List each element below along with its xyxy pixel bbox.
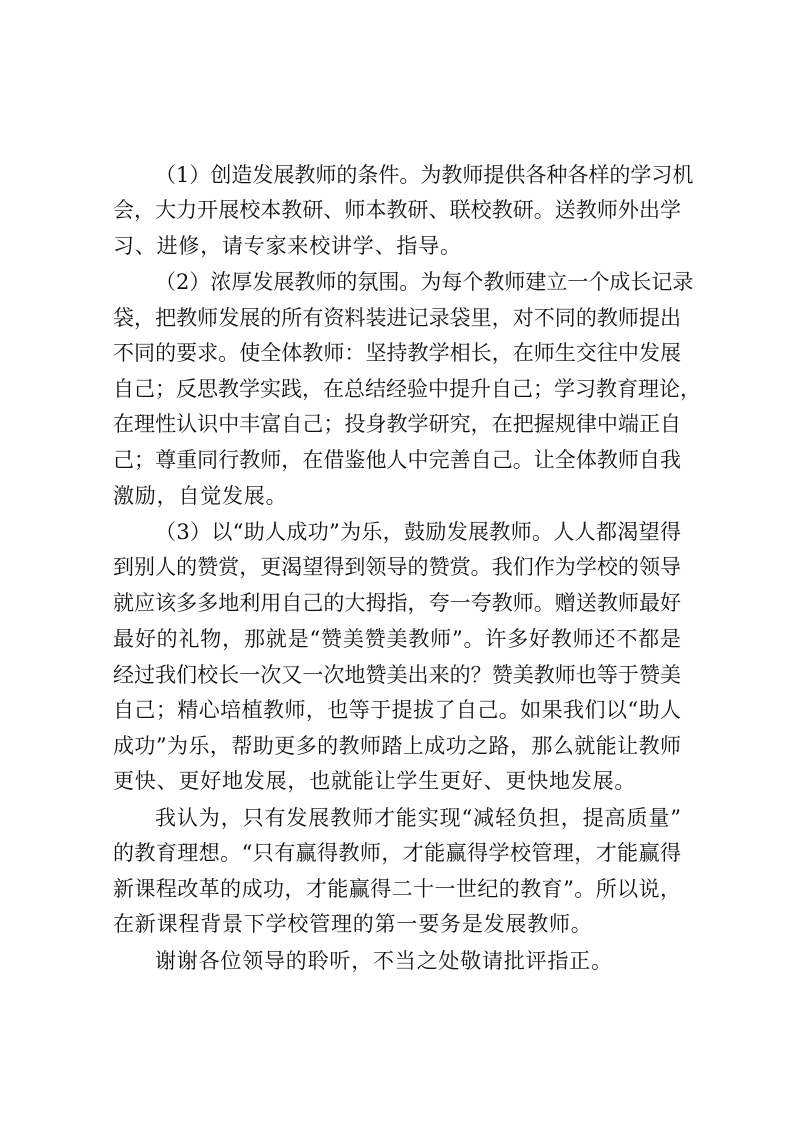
paragraph-2-line: （2）浓厚发展教师的氛围。为每个教师建立一个成长记录 bbox=[155, 270, 694, 294]
closing-remark: 谢谢各位领导的聆听，不当之处敬请批评指正。 bbox=[155, 949, 613, 973]
paragraph-3-line: 成功”为乐，帮助更多的教师踏上成功之路，那么就能让教师 bbox=[113, 734, 681, 758]
paragraph-2-line: 自己；反思教学实践，在总结经验中提升自己；学习教育理论， bbox=[113, 377, 701, 401]
paragraph-1-line: （1）创造发展教师的条件。为教师提供各种各样的学习机 bbox=[155, 163, 694, 187]
paragraph-1-line: 会，大力开展校本教研、师本教研、联校教研。送教师外出学 bbox=[113, 198, 681, 222]
paragraph-3-line: 最好的礼物，那就是“赞美赞美教师”。许多好教师还不都是 bbox=[113, 627, 681, 651]
paragraph-4-line: 的教育理想。“只有赢得教师，才能赢得学校管理，才能赢得 bbox=[113, 841, 681, 865]
paragraph-2-line: 在理性认识中丰富自己；投身教学研究，在把握规律中端正自 bbox=[113, 412, 681, 436]
paragraph-4-line: 我认为，只有发展教师才能实现“减轻负担，提高质量” bbox=[155, 806, 681, 830]
paragraph-2-line: 袋，把教师发展的所有资料装进记录袋里，对不同的教师提出 bbox=[113, 306, 681, 330]
paragraph-1-line: 习、进修，请专家来校讲学、指导。 bbox=[113, 234, 462, 258]
paragraph-4-line: 新课程改革的成功，才能赢得二十一世纪的教育”。所以说， bbox=[113, 877, 681, 901]
paragraph-2-line: 己；尊重同行教师，在借鉴他人中完善自己。让全体教师自我 bbox=[113, 448, 681, 472]
paragraph-3-line: 经过我们校长一次又一次地赞美出来的？赞美教师也等于赞美 bbox=[113, 663, 681, 687]
paragraph-4-line: 在新课程背景下学校管理的第一要务是发展教师。 bbox=[113, 912, 593, 936]
paragraph-3-line: 更快、更好地发展，也就能让学生更好、更快地发展。 bbox=[113, 769, 637, 793]
paragraph-3-line: 到别人的赞赏，更渴望得到领导的赞赏。我们作为学校的领导 bbox=[113, 555, 681, 579]
paragraph-2-line: 不同的要求。使全体教师：坚持教学相长，在师生交往中发展 bbox=[113, 341, 681, 365]
paragraph-3-line: （3）以“助人成功”为乐，鼓励发展教师。人人都渴望得 bbox=[155, 520, 681, 544]
paragraph-3-line: 就应该多多地利用自己的大拇指，夸一夸教师。赠送教师最好 bbox=[113, 591, 681, 615]
paragraph-2-line: 激励，自觉发展。 bbox=[113, 484, 288, 508]
paragraph-3-line: 自己；精心培植教师，也等于提拔了自己。如果我们以“助人 bbox=[113, 698, 681, 722]
